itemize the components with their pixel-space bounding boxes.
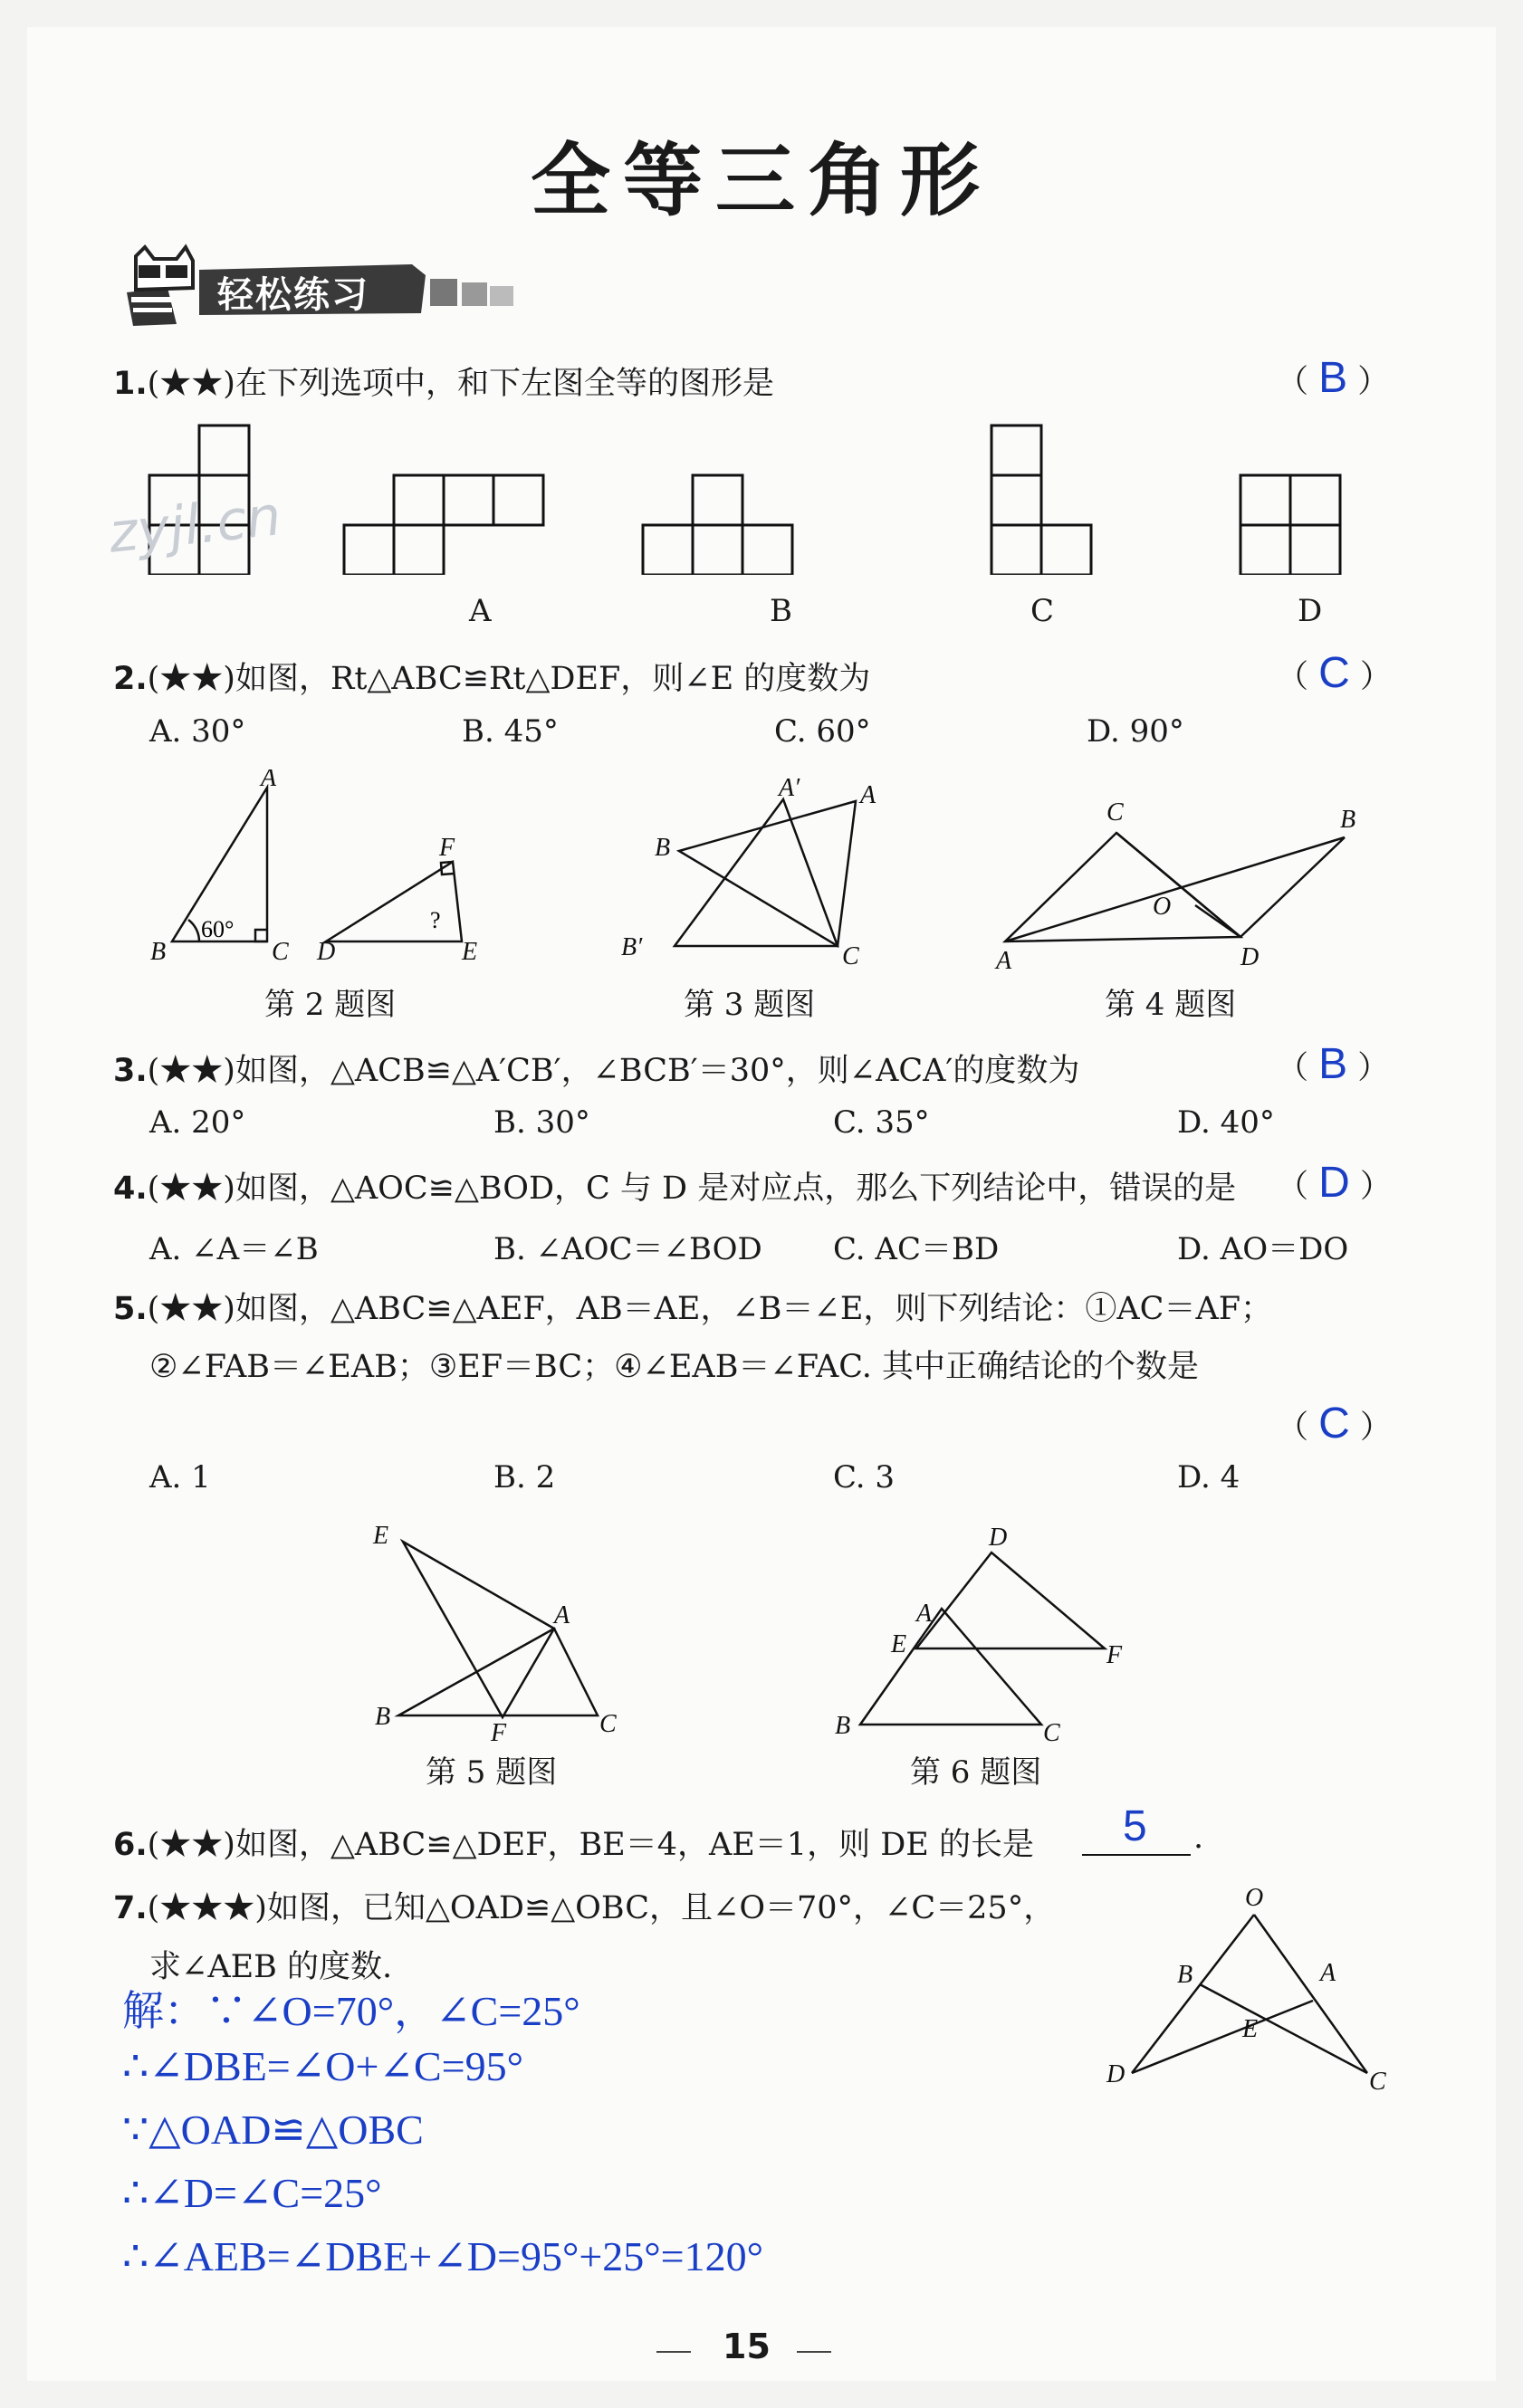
page-number-dash-right <box>797 2351 831 2353</box>
question-2 <box>113 654 870 699</box>
question-4-text: 如图，△AOC≌△BOD，C 与 D 是对应点，那么下列结论中，错误的是 <box>235 1171 1237 1207</box>
question-5-line-1 <box>113 1284 1272 1329</box>
question-2-stars: (★★) <box>147 661 235 697</box>
question-2-number: 2. <box>113 661 148 697</box>
section-banner-text: 轻松练习 <box>217 274 369 316</box>
fig7-label-e: E <box>1242 2015 1259 2043</box>
question-1 <box>113 358 774 404</box>
fig5-label-a: A <box>554 1601 570 1629</box>
fig4-label-d: D <box>1240 943 1260 971</box>
fig6-label-e: E <box>891 1630 907 1658</box>
question-7-line-2: 求∠AEB 的度数. <box>149 1949 393 1985</box>
solution-line-1: 解：∵∠O=70°，∠C=25° <box>122 1988 580 2034</box>
q5-option-b: B. 2 <box>493 1459 556 1495</box>
q2-option-b: B. 45° <box>462 713 559 750</box>
question-7-line-1 <box>113 1883 1055 1928</box>
page-title: 全等三角形 <box>530 134 992 227</box>
fig2-label-d: D <box>317 938 336 966</box>
watermark: zyjl.cn <box>105 484 284 566</box>
question-1-answer: B <box>1318 354 1348 402</box>
q4-option-a: A. ∠A＝∠B <box>149 1231 319 1267</box>
fig7-label-d: D <box>1106 2060 1125 2088</box>
fig2-label-e: E <box>462 938 478 966</box>
q1-option-c-label: C <box>1030 593 1055 629</box>
page-number: 15 <box>723 2327 771 2366</box>
q2-option-a: A. 30° <box>149 713 246 750</box>
question-6 <box>113 1820 1034 1865</box>
fig3-label-a-prime: A′ <box>779 774 800 802</box>
figure-6 <box>815 1507 1141 1747</box>
figure-4-caption: 第 4 题图 <box>1105 987 1237 1023</box>
fig6-label-f: F <box>1106 1641 1123 1669</box>
question-6-blank <box>1082 1854 1191 1856</box>
fig7-label-o: O <box>1245 1884 1264 1912</box>
question-7-stars: (★★★) <box>147 1890 267 1926</box>
question-5-answer-box: （ C ） <box>1277 1400 1392 1448</box>
question-5-line-2: ②∠FAB＝∠EAB；③EF＝BC；④∠EAB＝∠FAC. 其中正确结论的个数是 <box>149 1349 1200 1385</box>
fig4-label-a: A <box>996 947 1012 975</box>
question-5-number: 5. <box>113 1291 148 1327</box>
question-3-number: 3. <box>113 1053 148 1089</box>
q4-option-c: C. AC＝BD <box>833 1231 1000 1267</box>
fig6-label-c: C <box>1043 1719 1060 1747</box>
question-6-number: 6. <box>113 1827 148 1863</box>
fig4-label-o: O <box>1153 893 1172 921</box>
fig3-label-b: B <box>655 834 671 862</box>
q1-option-b-shape <box>643 475 792 575</box>
q3-option-b: B. 30° <box>493 1104 590 1141</box>
q1-option-a-shape <box>344 475 543 575</box>
fig5-label-f: F <box>491 1719 507 1743</box>
q2-option-c: C. 60° <box>774 713 871 750</box>
q1-option-d-shape <box>1240 475 1340 575</box>
solution-line-4: ∴∠D=∠C=25° <box>122 2170 382 2216</box>
question-6-stars: (★★) <box>147 1827 235 1863</box>
q4-option-b: B. ∠AOC＝∠BOD <box>493 1231 762 1267</box>
question-5-text-1: 如图，△ABC≌△AEF，AB＝AE，∠B＝∠E，则下列结论：①AC＝AF； <box>235 1291 1273 1327</box>
q1-option-c-shape <box>991 425 1091 575</box>
question-6-end: . <box>1193 1820 1204 1856</box>
fig2-label-c: C <box>272 938 289 966</box>
q2-option-d: D. 90° <box>1087 713 1184 750</box>
q1-option-d-label: D <box>1298 593 1323 629</box>
figure-2-caption: 第 2 题图 <box>264 987 397 1023</box>
fig6-label-a: A <box>916 1600 933 1628</box>
fig7-label-b: B <box>1177 1961 1193 1989</box>
figure-6-caption: 第 6 题图 <box>910 1754 1042 1791</box>
q5-option-a: A. 1 <box>149 1459 211 1495</box>
question-1-stars: (★★) <box>147 366 235 402</box>
question-3-answer: B <box>1318 1040 1348 1088</box>
q3-option-c: C. 35° <box>833 1104 930 1141</box>
fig3-label-c: C <box>842 942 859 970</box>
fig4-label-b: B <box>1340 806 1356 834</box>
fig4-label-c: C <box>1106 798 1124 827</box>
question-2-answer-box: （ C ） <box>1277 649 1392 697</box>
question-3 <box>113 1046 1079 1091</box>
solution-line-5: ∴∠AEB=∠DBE+∠D=95°+25°=120° <box>122 2233 764 2279</box>
q1-option-a-label: A <box>469 593 492 629</box>
fig6-label-b: B <box>835 1712 851 1740</box>
question-6-text: 如图，△ABC≌△DEF，BE＝4，AE＝1，则 DE 的长是 <box>235 1827 1034 1863</box>
question-3-answer-box: （ B ） <box>1277 1040 1390 1088</box>
q1-option-b-label: B <box>770 593 792 629</box>
fig3-label-b-prime: B′ <box>621 933 643 961</box>
question-5-stars: (★★) <box>147 1291 235 1327</box>
q4-option-d: D. AO＝DO <box>1177 1231 1349 1267</box>
q5-option-c: C. 3 <box>833 1459 896 1495</box>
question-7-text-1: 如图，已知△OAD≌△OBC，且∠O＝70°，∠C＝25°， <box>266 1890 1056 1926</box>
question-3-stars: (★★) <box>147 1053 235 1089</box>
fig2-label-f: F <box>439 834 455 862</box>
section-banner <box>113 243 521 333</box>
figure-3 <box>616 765 915 973</box>
question-2-answer: C <box>1318 649 1350 697</box>
figure-4 <box>987 788 1376 978</box>
question-4-answer: D <box>1318 1159 1350 1207</box>
question-4-answer-box: （ D ） <box>1277 1159 1392 1207</box>
question-1-text: 在下列选项中，和下左图全等的图形是 <box>235 366 774 402</box>
figure-5-caption: 第 5 题图 <box>426 1754 558 1791</box>
fig5-label-b: B <box>375 1703 391 1731</box>
fig7-label-c: C <box>1369 2068 1386 2096</box>
fig5-label-e: E <box>373 1522 389 1550</box>
q5-option-d: D. 4 <box>1177 1459 1240 1495</box>
question-4 <box>113 1163 1236 1209</box>
question-2-text: 如图，Rt△ABC≌Rt△DEF，则∠E 的度数为 <box>235 661 871 697</box>
solution-line-2: ∴∠DBE=∠O+∠C=95° <box>122 2043 524 2089</box>
fig7-label-a: A <box>1320 1959 1336 1987</box>
fig2-unknown-mark: ? <box>430 907 441 933</box>
page-number-dash-left <box>656 2351 691 2353</box>
fig3-label-a: A <box>860 781 876 809</box>
figure-3-caption: 第 3 题图 <box>684 987 816 1023</box>
fig5-label-c: C <box>599 1710 617 1738</box>
question-1-answer-box: （ B ） <box>1277 354 1390 402</box>
q3-option-a: A. 20° <box>149 1104 246 1141</box>
question-4-number: 4. <box>113 1171 148 1207</box>
question-6-answer: 5 <box>1123 1802 1147 1850</box>
figure-2 <box>145 769 534 978</box>
question-5-answer: C <box>1318 1400 1350 1448</box>
question-1-figures <box>136 421 1358 575</box>
fig6-label-d: D <box>989 1524 1008 1552</box>
question-4-stars: (★★) <box>147 1171 235 1207</box>
solution-line-3: ∵△OAD≌△OBC <box>122 2107 424 2153</box>
fig2-label-b: B <box>150 938 167 966</box>
fig2-label-a: A <box>261 769 277 792</box>
fig2-angle-label: 60° <box>201 916 235 942</box>
question-1-number: 1. <box>113 366 148 402</box>
figure-7 <box>1096 1874 1403 2100</box>
figure-5 <box>362 1516 652 1743</box>
q3-option-d: D. 40° <box>1177 1104 1275 1141</box>
question-7-number: 7. <box>113 1890 148 1926</box>
question-3-text: 如图，△ACB≌△A′CB′，∠BCB′＝30°，则∠ACA′的度数为 <box>235 1053 1080 1089</box>
